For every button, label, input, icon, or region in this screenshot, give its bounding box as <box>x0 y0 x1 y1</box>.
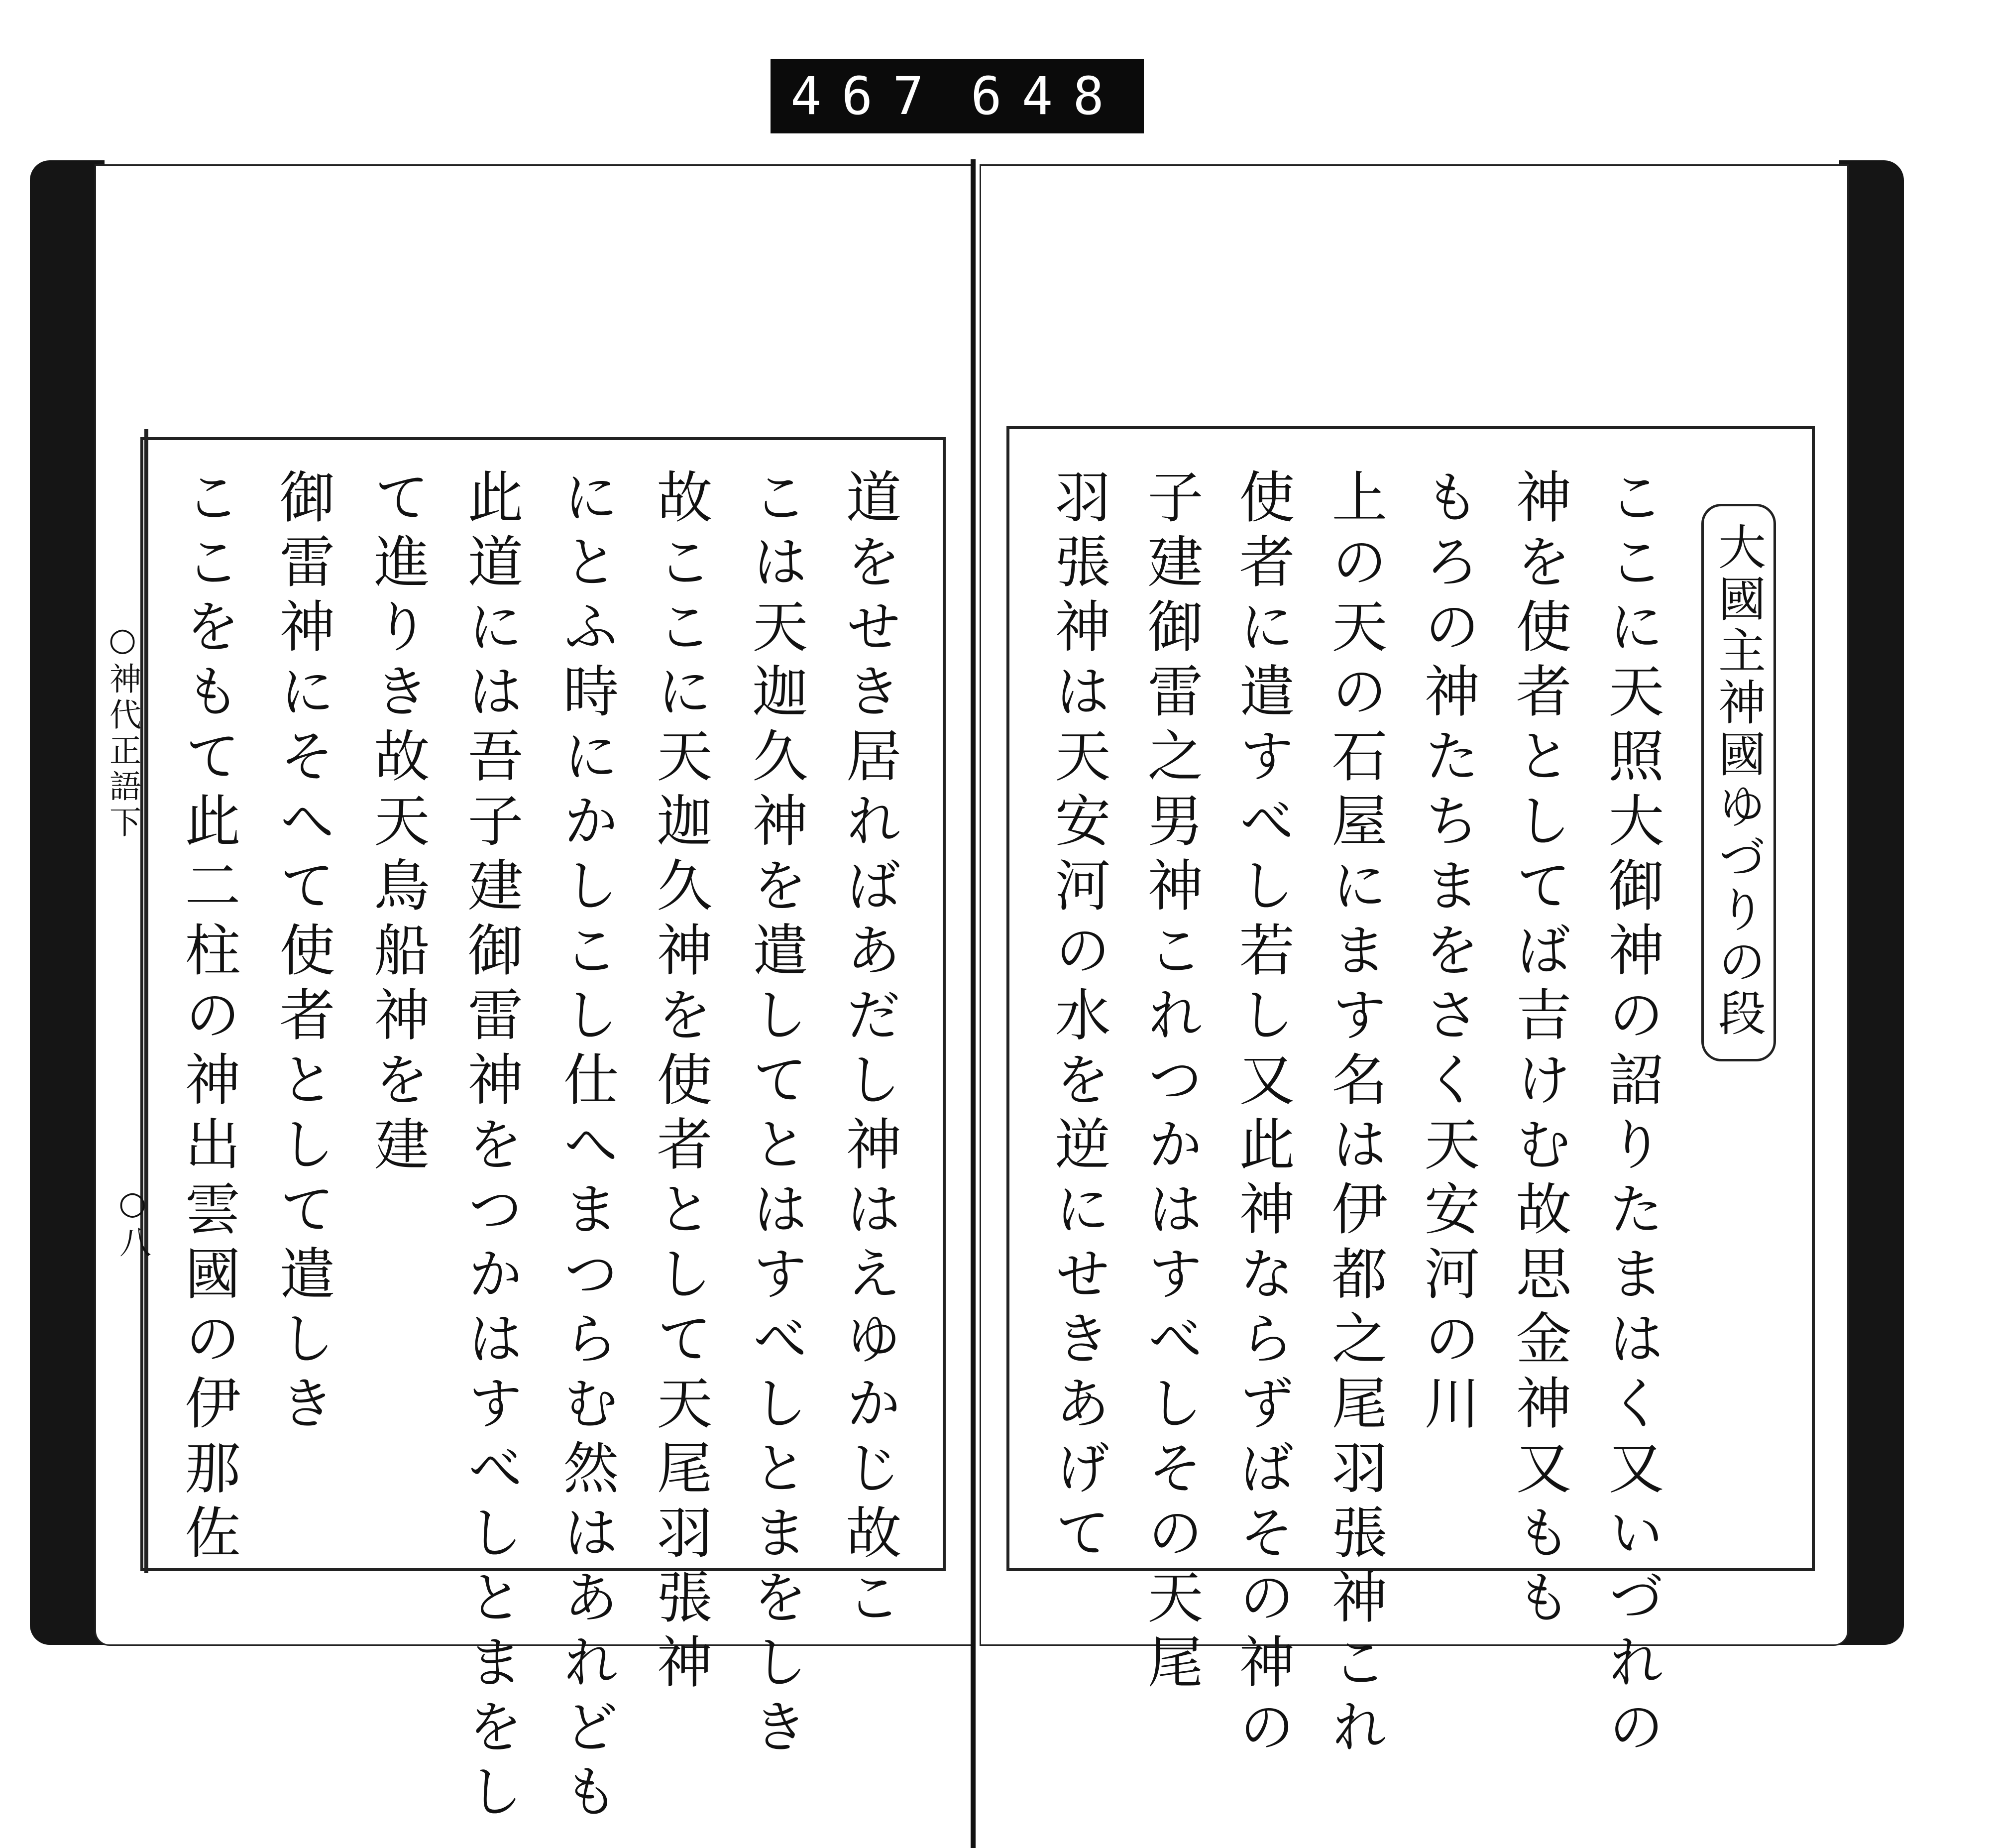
text-column: ここをもて此二柱の神出雲國の伊那佐 <box>176 468 240 1568</box>
text-column: 道をせき居ればあだし神はえゆかじ故こ <box>837 468 901 1633</box>
text-column: 子建御雷之男神これつかはすべしその天尾 <box>1138 468 1203 1698</box>
book-gutter <box>971 159 976 1848</box>
text-column: にとふ時にかしこし仕へまつらむ然はあれども <box>554 468 619 1827</box>
chapter-heading: 大國主神國ゆづりの段 <box>1710 522 1767 1040</box>
chapter-heading-box <box>1701 504 1776 1061</box>
text-column: ここに天照大御神の詔りたまはく又いづれの <box>1599 468 1664 1762</box>
text-column: 神を使者としてば吉けむ故思金神又もも <box>1507 468 1571 1633</box>
book-cover-left <box>30 160 105 1645</box>
text-column: 故ここに天迦久神を使者として天尾羽張神 <box>648 468 712 1698</box>
text-column: 此道には吾子建御雷神をつかはすべしとまをし <box>458 468 523 1827</box>
text-column: もろの神たちまをさく天安河の川 <box>1415 468 1480 1439</box>
catalog-number-right: 648 <box>971 66 1124 126</box>
running-title: ○神代正語下 <box>104 621 141 841</box>
left-margin-rule <box>144 429 148 1573</box>
text-column: 上の天の石屋にます名は伊都之尾羽張神これ <box>1323 468 1387 1762</box>
text-column: 使者に遣すべし若し又此神ならずばその神の <box>1230 468 1295 1762</box>
text-column: 羽張神は天安河の水を逆にせきあげて <box>1046 468 1110 1568</box>
text-column: こは天迦久神を遣してとはすべしとまをしき <box>743 468 808 1762</box>
text-column: 御雷神にそへて使者として遣しき <box>270 468 335 1439</box>
catalog-number-label <box>771 59 1144 133</box>
catalog-number-left: 467 <box>790 66 944 126</box>
right-text-frame <box>1006 426 1815 1571</box>
page-folio: ○八 <box>114 1185 151 1262</box>
left-text-frame <box>140 437 946 1571</box>
book-cover-right <box>1839 160 1904 1645</box>
text-column: て進りき故天鳥船神を建 <box>365 468 430 1180</box>
